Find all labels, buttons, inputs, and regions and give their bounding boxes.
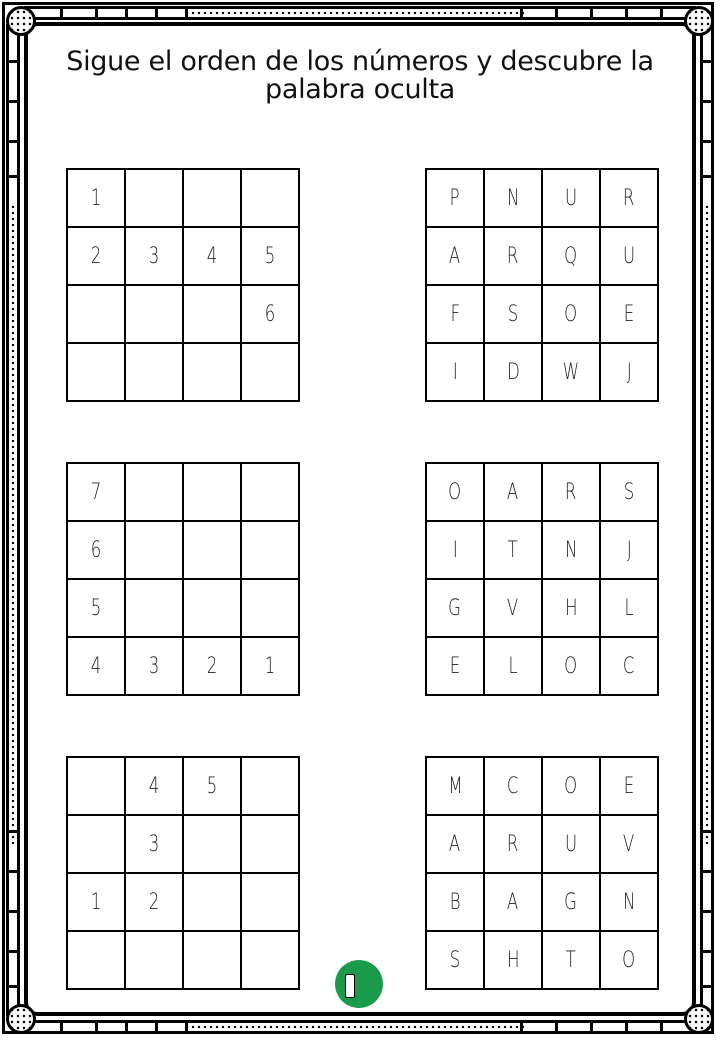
border-tick — [590, 1020, 593, 1034]
number-grid-1 — [66, 168, 300, 402]
cell-text: 3 — [148, 831, 160, 857]
border-tick — [6, 140, 20, 143]
cell-text: S — [449, 947, 461, 973]
number-cell — [241, 343, 299, 401]
number-cell — [241, 227, 299, 285]
border-tick — [700, 985, 714, 988]
cell-text: E — [623, 301, 635, 327]
cell-text: 3 — [148, 653, 160, 679]
cell-text: O — [622, 947, 636, 973]
grid-row — [67, 285, 299, 343]
cell-text: I — [452, 537, 458, 563]
letter-cell — [600, 227, 658, 285]
number-cell — [125, 873, 183, 931]
letter-cell — [600, 637, 658, 695]
cell-text: 5 — [264, 243, 276, 269]
number-cell — [183, 169, 241, 227]
cell-text: L — [624, 595, 634, 621]
number-cell — [125, 637, 183, 695]
border-tick — [6, 870, 20, 873]
number-cell — [241, 931, 299, 989]
grid-row — [426, 873, 658, 931]
number-cell — [183, 815, 241, 873]
cell-text: 2 — [90, 243, 102, 269]
number-cell — [241, 579, 299, 637]
cell-text: O — [564, 301, 578, 327]
grid-row — [426, 227, 658, 285]
number-cell — [67, 521, 125, 579]
letter-cell — [484, 227, 542, 285]
number-cell — [67, 463, 125, 521]
letter-cell — [484, 757, 542, 815]
number-cell — [241, 815, 299, 873]
letter-cell — [426, 343, 484, 401]
number-cell — [241, 873, 299, 931]
number-cell — [183, 873, 241, 931]
border-tick — [520, 1020, 523, 1034]
cell-text: 1 — [90, 889, 102, 915]
letter-grid-2 — [425, 462, 659, 696]
border-tick — [60, 6, 63, 20]
letter-cell — [426, 285, 484, 343]
cell-text: 6 — [264, 301, 276, 327]
border-band-right — [700, 24, 714, 1016]
cell-text: 4 — [148, 773, 160, 799]
border-tick — [590, 6, 593, 20]
cell-text: S — [623, 479, 635, 505]
cell-text: A — [507, 479, 519, 505]
border-tick — [700, 830, 714, 833]
number-cell — [125, 343, 183, 401]
cell-text: I — [452, 359, 458, 385]
number-cell — [67, 873, 125, 931]
border-tick — [700, 100, 714, 103]
border-tick — [625, 1020, 628, 1034]
cell-text: U — [564, 831, 578, 857]
number-grid-2 — [66, 462, 300, 696]
grid-row — [426, 463, 658, 521]
corner-ornament-bottom-left — [6, 1004, 36, 1034]
number-cell — [183, 521, 241, 579]
cell-text: F — [450, 301, 460, 327]
cell-text: R — [565, 479, 577, 505]
letter-cell — [484, 931, 542, 989]
letter-cell — [484, 463, 542, 521]
grid-row — [426, 521, 658, 579]
border-tick — [700, 140, 714, 143]
letter-cell — [484, 521, 542, 579]
border-tick — [125, 6, 128, 20]
cell-text: 1 — [90, 185, 102, 211]
number-cell — [125, 521, 183, 579]
letter-cell — [542, 757, 600, 815]
number-cell — [241, 463, 299, 521]
grid-row — [67, 169, 299, 227]
cell-text: C — [507, 773, 519, 799]
cell-text: T — [565, 947, 577, 973]
border-tick — [95, 1020, 98, 1034]
border-tick — [700, 60, 714, 63]
cell-text: R — [507, 243, 519, 269]
letter-cell — [484, 169, 542, 227]
cell-text: A — [449, 243, 461, 269]
cell-text: R — [623, 185, 635, 211]
number-cell — [67, 285, 125, 343]
cell-text: D — [506, 359, 520, 385]
letter-cell — [542, 873, 600, 931]
grid-row — [426, 343, 658, 401]
letter-cell — [426, 227, 484, 285]
border-tick — [625, 6, 628, 20]
cell-text: O — [564, 773, 578, 799]
number-cell — [67, 815, 125, 873]
number-cell — [125, 227, 183, 285]
cell-text: V — [507, 595, 519, 621]
border-tick — [700, 870, 714, 873]
cell-text: A — [449, 831, 461, 857]
cell-text: E — [623, 773, 635, 799]
number-cell — [183, 931, 241, 989]
border-tick — [700, 175, 714, 178]
number-cell — [183, 227, 241, 285]
number-cell — [125, 169, 183, 227]
grid-row — [67, 463, 299, 521]
grid-row — [426, 815, 658, 873]
cell-text: N — [506, 185, 520, 211]
grid-row — [426, 579, 658, 637]
number-cell — [125, 931, 183, 989]
logo — [335, 960, 383, 1008]
page-title: Sigue el orden de los números y descubre la palabra oculta — [66, 46, 654, 105]
border-tick — [555, 1020, 558, 1034]
cell-text: 6 — [90, 537, 102, 563]
letter-cell — [600, 169, 658, 227]
number-cell — [183, 285, 241, 343]
grid-row — [67, 579, 299, 637]
border-tick — [660, 1020, 663, 1034]
number-cell — [67, 227, 125, 285]
cell-text: Q — [564, 243, 578, 269]
cell-text: R — [507, 831, 519, 857]
cell-text: 5 — [206, 773, 218, 799]
cell-text: N — [622, 889, 636, 915]
grid-row — [67, 873, 299, 931]
number-cell — [183, 637, 241, 695]
letter-cell — [542, 579, 600, 637]
cell-text: 2 — [206, 653, 218, 679]
grid-row — [67, 521, 299, 579]
border-band-left — [6, 24, 20, 1016]
border-tick — [185, 6, 188, 20]
letter-cell — [600, 815, 658, 873]
border-tick — [95, 6, 98, 20]
letter-cell — [600, 757, 658, 815]
cell-text: P — [450, 185, 460, 211]
number-cell — [125, 463, 183, 521]
corner-ornament-bottom-right — [684, 1004, 714, 1034]
cell-text: 2 — [148, 889, 160, 915]
letter-cell — [542, 931, 600, 989]
cell-text: U — [622, 243, 636, 269]
letter-cell — [542, 815, 600, 873]
number-cell — [67, 343, 125, 401]
cell-text: C — [623, 653, 635, 679]
grid-row — [426, 757, 658, 815]
number-cell — [183, 579, 241, 637]
pencil-icon — [345, 974, 355, 998]
letter-cell — [426, 815, 484, 873]
cell-text: J — [626, 359, 632, 385]
grid-row — [426, 637, 658, 695]
number-cell — [241, 169, 299, 227]
cell-text: T — [507, 537, 519, 563]
letter-cell — [426, 463, 484, 521]
letter-cell — [484, 637, 542, 695]
cell-text: O — [564, 653, 578, 679]
cell-text: G — [564, 889, 578, 915]
grid-row — [426, 285, 658, 343]
letter-cell — [542, 169, 600, 227]
border-tick — [6, 910, 20, 913]
letter-cell — [426, 757, 484, 815]
number-cell — [183, 343, 241, 401]
number-cell — [67, 579, 125, 637]
border-tick — [6, 985, 20, 988]
cell-text: H — [506, 947, 520, 973]
grid-row — [67, 815, 299, 873]
letter-cell — [484, 873, 542, 931]
number-cell — [125, 815, 183, 873]
cell-text: A — [507, 889, 519, 915]
number-cell — [125, 757, 183, 815]
letter-cell — [426, 521, 484, 579]
number-cell — [241, 757, 299, 815]
border-tick — [520, 6, 523, 20]
grid-row — [426, 931, 658, 989]
cell-text: 4 — [90, 653, 102, 679]
cell-text: 7 — [90, 479, 102, 505]
letter-cell — [542, 285, 600, 343]
cell-text: S — [507, 301, 519, 327]
number-cell — [125, 579, 183, 637]
number-cell — [241, 521, 299, 579]
number-cell — [241, 637, 299, 695]
cell-text: V — [623, 831, 635, 857]
letter-cell — [484, 343, 542, 401]
cell-text: B — [449, 889, 461, 915]
border-tick — [6, 60, 20, 63]
number-cell — [67, 637, 125, 695]
border-tick — [125, 1020, 128, 1034]
letter-cell — [542, 227, 600, 285]
number-cell — [125, 285, 183, 343]
cell-text: E — [449, 653, 461, 679]
number-cell — [183, 757, 241, 815]
cell-text: 3 — [148, 243, 160, 269]
border-tick — [155, 1020, 158, 1034]
cell-text: G — [448, 595, 462, 621]
cell-text: O — [448, 479, 462, 505]
letter-grid-3 — [425, 756, 659, 990]
letter-cell — [600, 931, 658, 989]
border-tick — [6, 830, 20, 833]
letter-cell — [484, 815, 542, 873]
cell-text: H — [564, 595, 578, 621]
border-tick — [6, 175, 20, 178]
number-cell — [183, 463, 241, 521]
letter-cell — [426, 637, 484, 695]
letter-cell — [484, 285, 542, 343]
number-cell — [241, 285, 299, 343]
letter-cell — [542, 521, 600, 579]
corner-ornament-top-left — [6, 6, 36, 36]
letter-cell — [600, 285, 658, 343]
cell-text: J — [626, 537, 632, 563]
number-cell — [67, 757, 125, 815]
number-cell — [67, 169, 125, 227]
border-tick — [660, 6, 663, 20]
grid-row — [426, 169, 658, 227]
letter-cell — [426, 931, 484, 989]
grid-row — [67, 343, 299, 401]
letter-cell — [600, 343, 658, 401]
grid-row — [67, 637, 299, 695]
cell-text: U — [564, 185, 578, 211]
corner-ornament-top-right — [684, 6, 714, 36]
cell-text: M — [447, 773, 463, 799]
cell-text: N — [564, 537, 578, 563]
grid-row — [67, 931, 299, 989]
letter-cell — [600, 463, 658, 521]
number-grid-3 — [66, 756, 300, 990]
letter-grid-1 — [425, 168, 659, 402]
letter-cell — [426, 579, 484, 637]
letter-cell — [484, 579, 542, 637]
border-tick — [6, 950, 20, 953]
letter-cell — [600, 521, 658, 579]
cell-text: W — [562, 359, 580, 385]
cell-text: 1 — [264, 653, 276, 679]
border-tick — [700, 910, 714, 913]
cell-text: 4 — [206, 243, 218, 269]
grid-row — [67, 227, 299, 285]
border-tick — [6, 100, 20, 103]
border-tick — [60, 1020, 63, 1034]
border-tick — [700, 950, 714, 953]
number-cell — [67, 931, 125, 989]
cell-text: L — [508, 653, 518, 679]
cell-text: 5 — [90, 595, 102, 621]
letter-cell — [542, 343, 600, 401]
letter-cell — [426, 873, 484, 931]
border-tick — [555, 6, 558, 20]
letter-cell — [426, 169, 484, 227]
border-tick — [185, 1020, 188, 1034]
grid-row — [67, 757, 299, 815]
letter-cell — [542, 463, 600, 521]
letter-cell — [542, 637, 600, 695]
letter-cell — [600, 579, 658, 637]
border-tick — [155, 6, 158, 20]
letter-cell — [600, 873, 658, 931]
